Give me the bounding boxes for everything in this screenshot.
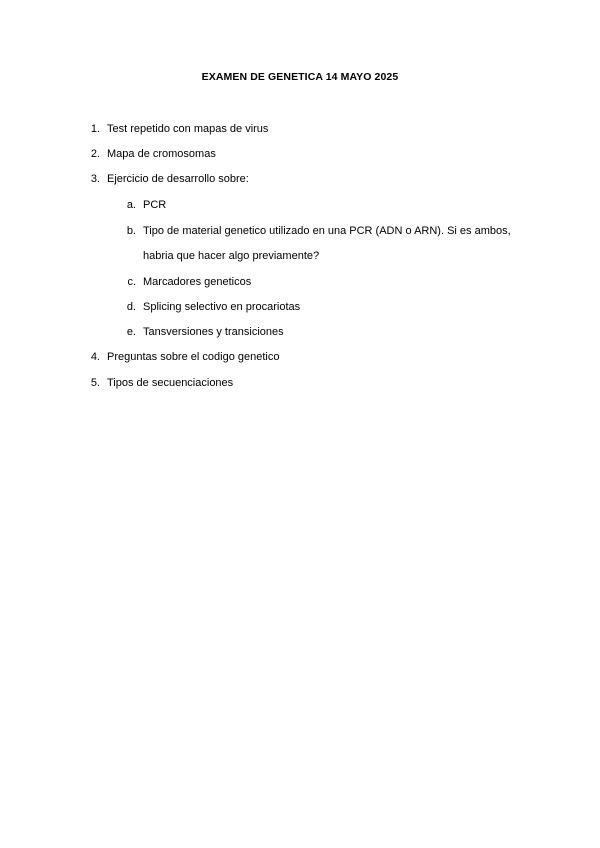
list-text: Ejercicio de desarrollo sobre: xyxy=(107,173,249,185)
sublist-marker: a. xyxy=(126,199,136,211)
list-text: Mapa de cromosomas xyxy=(107,148,216,160)
list-text: Tipos de secuenciaciones xyxy=(107,377,234,389)
list-marker: 2. xyxy=(90,148,100,160)
list-marker: 4. xyxy=(90,351,100,363)
sublist-text: Tipo de material genetico utilizado en una PCR (ADN o ARN). Si es ambos, xyxy=(143,225,511,237)
sublist-text-continuation: habria que hacer algo previamente? xyxy=(143,250,320,262)
list-text: Preguntas sobre el codigo genetico xyxy=(107,351,280,363)
list-marker: 5. xyxy=(90,377,100,389)
list-text: Test repetido con mapas de virus xyxy=(107,123,269,135)
sublist-marker: c. xyxy=(127,276,136,288)
list-marker: 3. xyxy=(90,173,100,185)
sublist-marker: d. xyxy=(126,301,136,313)
sublist-text: PCR xyxy=(143,199,167,211)
page-title: EXAMEN DE GENETICA 14 MAYO 2025 xyxy=(201,71,399,83)
list-marker: 1. xyxy=(90,123,100,135)
sublist-marker: e. xyxy=(126,326,136,338)
sublist-text: Splicing selectivo en procariotas xyxy=(143,301,301,313)
sublist-text: Tansversiones y transiciones xyxy=(143,326,284,338)
sublist-marker: b. xyxy=(126,225,136,237)
sublist-text: Marcadores geneticos xyxy=(143,276,252,288)
